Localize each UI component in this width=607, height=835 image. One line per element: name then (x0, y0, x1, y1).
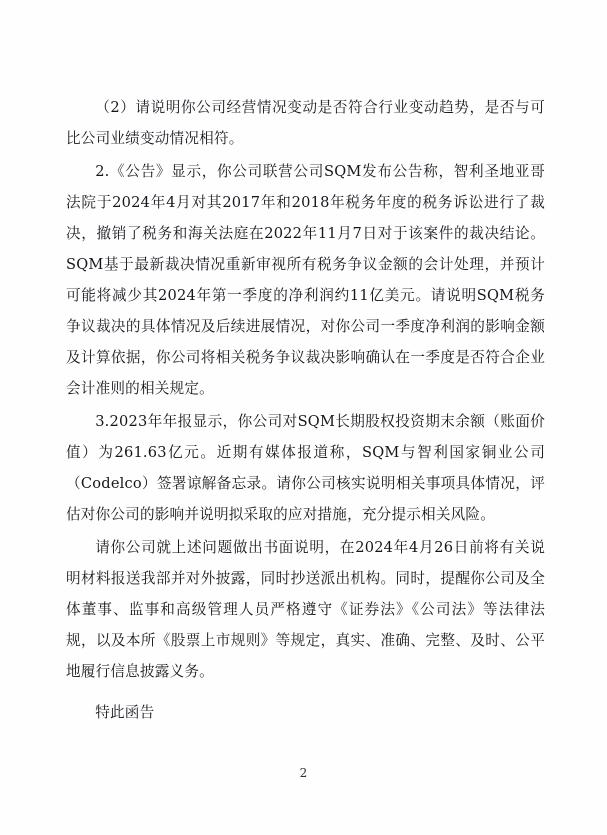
page-number: 2 (299, 766, 308, 780)
paragraph-2: 2.《公告》显示，你公司联营公司SQM发布公告称，智利圣地亚哥法院于2024年4月对其2017年和2018年税务年度的税务诉讼进行了裁决，撤销了税务和海关法庭在2022年11月7日对于该案件的裁决结论。SQM基于最新裁决情况重新审视所有税务争议金额的会计处理，并预计可能将减少其2024年第一季度的净利润约11亿美元。请说明SQM税务争议裁决的具体情况及后续进展情况，对你公司一季度净利润的影响金额及计算依据，你公司将相关税务争议裁决影响确认在一季度是否符合企业会计准则的相关规定。 (66, 163, 545, 397)
paragraph-closing: 特此函告 (95, 704, 155, 721)
document-body (66, 92, 545, 728)
paragraph-4: 请你公司就上述问题做出书面说明，在2024年4月26日前将有关说明材料报送我部并对外披露，同时抄送派出机构。同时，提醒你公司及全体董事、监事和高级管理人员严格遵守《证券法》《公司法》等法律法规，以及本所《股票上市规则》等规定，真实、准确、完整、及时、公平地履行信息披露义务。 (66, 539, 545, 680)
paragraph-3: 3.2023年年报显示，你公司对SQM长期股权投资期末余额（账面价值）为261.63亿元。近期有媒体报道称，SQM与智利国家铜业公司（Codelco）签署谅解备忘录。请你公司核实说明相关事项具体情况，评估对你公司的影响并说明拟采取的应对措施，充分提示相关风险。 (66, 413, 545, 523)
paragraph-1: （2）请说明你公司经营情况变动是否符合行业变动趋势，是否与可比公司业绩变动情况相符。 (66, 99, 545, 147)
